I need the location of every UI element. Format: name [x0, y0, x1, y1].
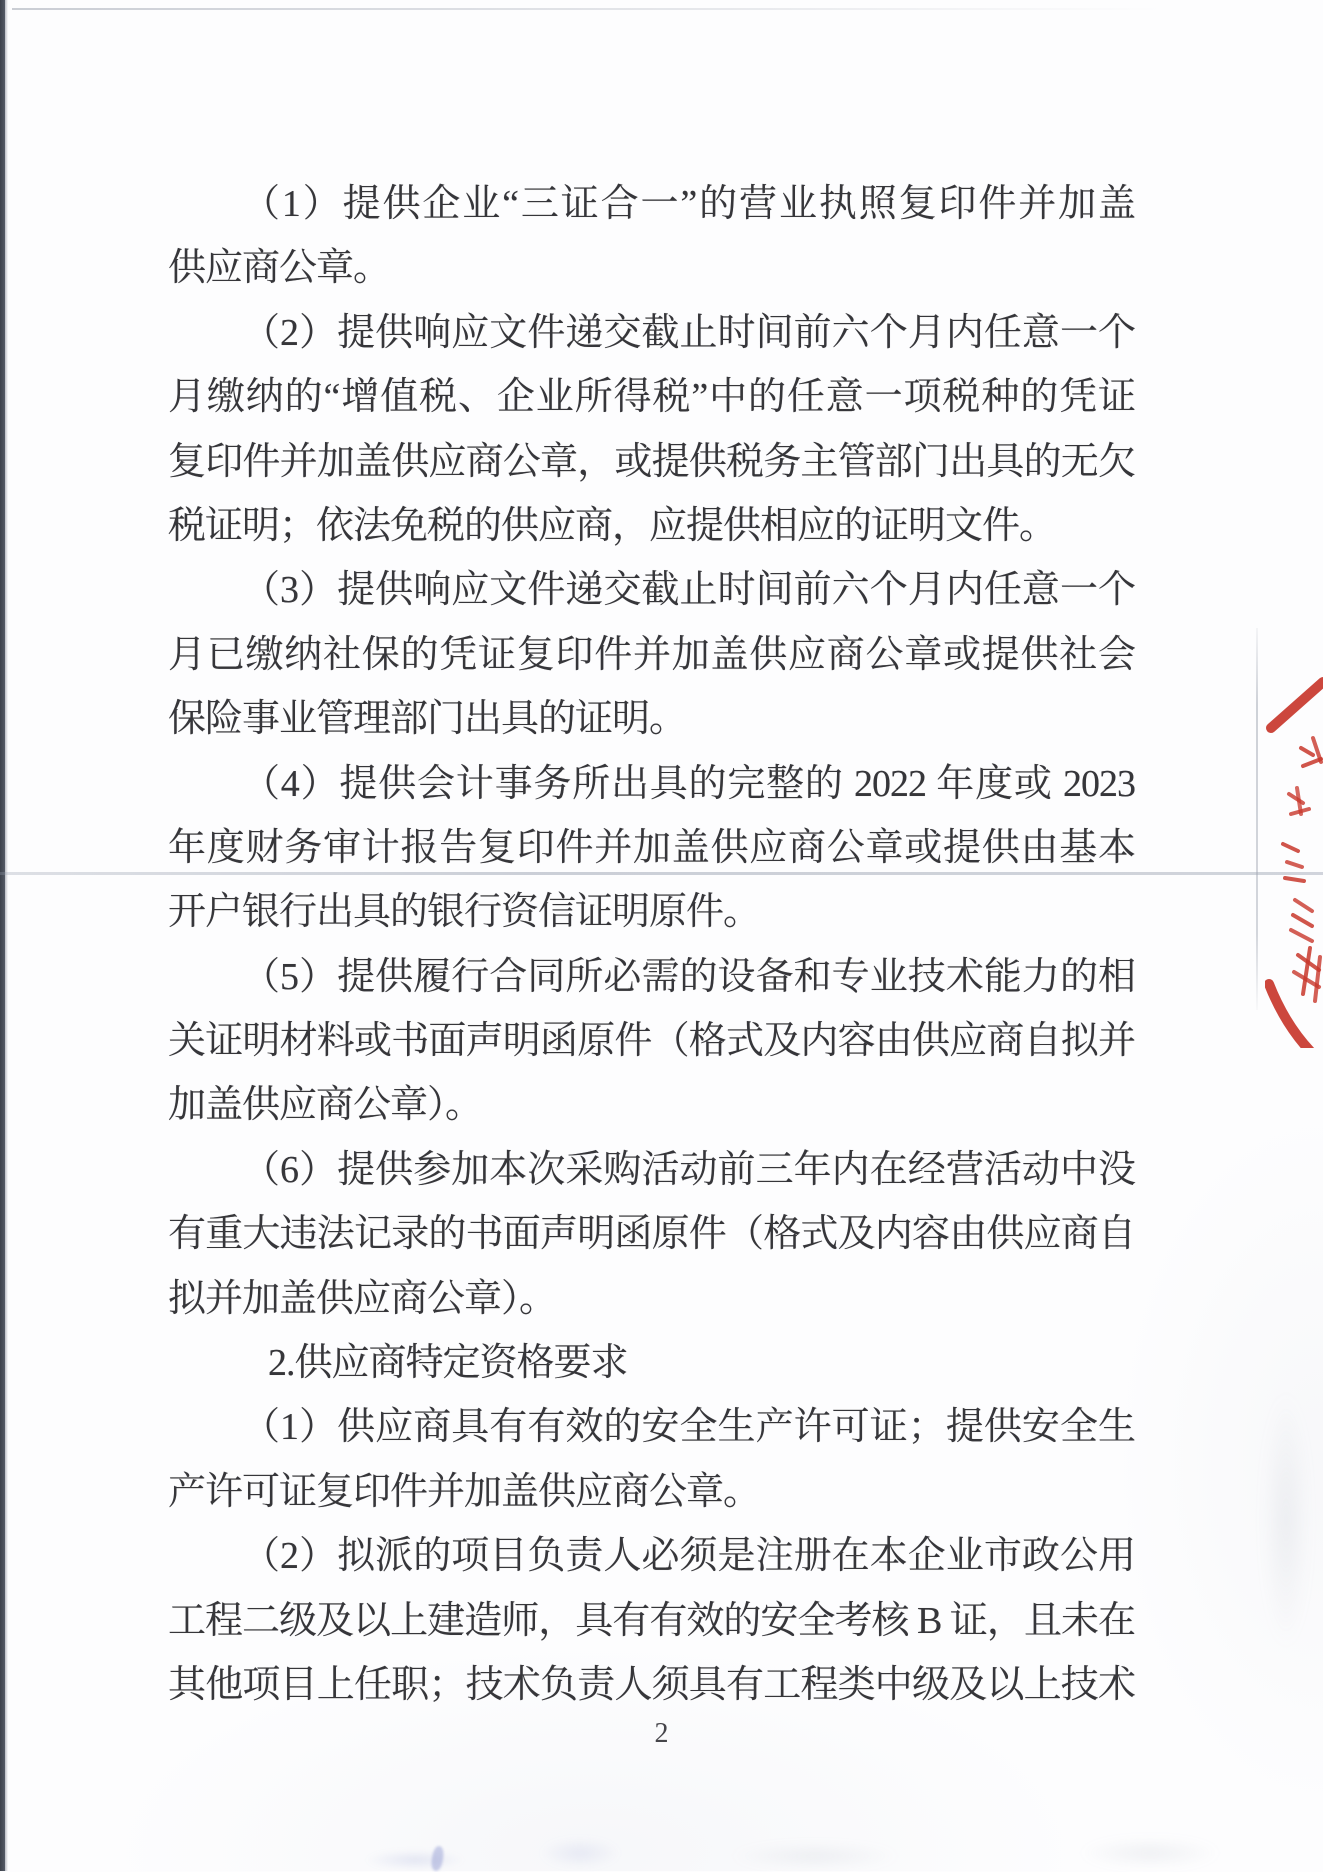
text-line-22: （2）拟派的项目负责人必须是注册在本企业市政公用: [242, 1535, 1135, 1578]
text-line-21: 产许可证复印件并加盖供应商公章。: [168, 1470, 761, 1513]
text-line-20: （1）供应商具有有效的安全生产许可证；提供安全生: [242, 1406, 1135, 1449]
scan-right-crease: [1256, 628, 1258, 1010]
text-line-5: 复印件并加盖供应商公章，或提供税务主管部门出具的无欠: [168, 440, 1135, 483]
scan-top-hairline: [12, 8, 1162, 10]
text-line-19: 2.供应商特定资格要求: [268, 1342, 628, 1385]
text-line-24: 其他项目上任职；技术负责人须具有工程类中级及以上技术: [168, 1663, 1135, 1706]
scan-left-edge-fade: [5, 0, 8, 1871]
scan-gray-smudge: [1262, 1390, 1310, 1650]
scan-blue-mark: [430, 1845, 445, 1871]
red-seal-stamp-icon: [1265, 648, 1323, 1048]
text-line-12: 开户银行出具的银行资信证明原件。: [168, 891, 761, 934]
scan-gray-smudge: [730, 1843, 900, 1869]
text-line-16: （6）提供参加本次采购活动前三年内在经营活动中没: [242, 1148, 1135, 1191]
text-line-1: （1）提供企业“三证合一”的营业执照复印件并加盖: [242, 183, 1135, 225]
scan-gray-smudge: [1080, 1838, 1220, 1868]
document-body-text: [168, 172, 1135, 1717]
text-line-13: （5）提供履行合同所必需的设备和专业技术能力的相: [242, 955, 1135, 998]
text-line-9: 保险事业管理部门出具的证明。: [168, 698, 687, 741]
text-line-4: 月缴纳的“增值税、企业所得税”中的任意一项税种的凭证: [168, 376, 1135, 419]
text-line-23: 工程二级及以上建造师，具有有效的安全考核 B 证，且未在: [168, 1599, 1135, 1642]
text-line-18: 拟并加盖供应商公章）。: [168, 1277, 557, 1320]
page-number: 2: [654, 1718, 669, 1749]
scan-blue-smudge: [365, 1850, 465, 1870]
text-line-7: （3）提供响应文件递交截止时间前六个月内任意一个: [242, 569, 1135, 612]
text-line-14: 关证明材料或书面声明函原件（格式及内容由供应商自拟并: [168, 1020, 1135, 1063]
text-line-2: 供应商公章。: [168, 247, 391, 290]
text-line-10: （4）提供会计事务所出具的完整的 2022 年度或 2023: [242, 762, 1135, 805]
scan-blue-smudge: [540, 1838, 620, 1868]
text-line-8: 月已缴纳社保的凭证复印件并加盖供应商公章或提供社会: [168, 633, 1135, 676]
text-line-15: 加盖供应商公章）。: [168, 1084, 483, 1127]
text-line-11: 年度财务审计报告复印件并加盖供应商公章或提供由基本: [168, 826, 1135, 869]
text-line-3: （2）提供响应文件递交截止时间前六个月内任意一个: [242, 311, 1135, 354]
text-line-17: 有重大违法记录的书面声明函原件（格式及内容由供应商自: [168, 1213, 1135, 1256]
text-line-6: 税证明；依法免税的供应商，应提供相应的证明文件。: [168, 504, 1057, 547]
